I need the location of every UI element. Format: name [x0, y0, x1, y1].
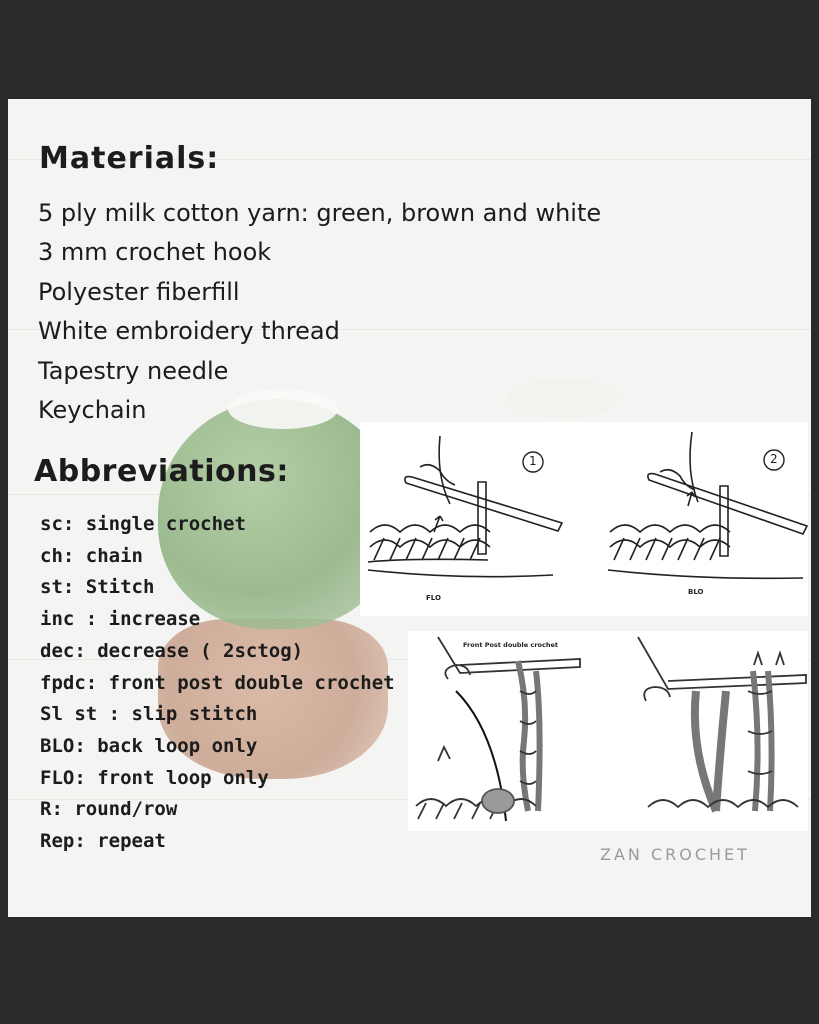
list-item: Keychain	[38, 396, 147, 425]
list-item: ch: chain	[40, 544, 143, 567]
crochet-hook-illustration	[638, 637, 806, 689]
list-item: st: Stitch	[40, 576, 155, 599]
list-item: BLO: back loop only	[40, 734, 258, 757]
abbreviations-heading: Abbreviations:	[34, 454, 289, 489]
list-item: R: round/row	[40, 798, 178, 821]
list-item: 5 ply milk cotton yarn: green, brown and white	[38, 199, 602, 227]
step-number: 1	[529, 454, 537, 468]
fpdc-illustration	[408, 631, 808, 831]
blo-label: BLO	[688, 588, 704, 596]
list-item: dec: decrease ( 2sctog)	[40, 639, 304, 662]
step-number: 2	[770, 452, 778, 466]
flo-label: FLO	[426, 594, 441, 602]
flo-blo-illustration	[360, 422, 808, 616]
list-item: FLO: front loop only	[40, 766, 269, 789]
list-item: White embroidery thread	[38, 317, 340, 346]
fpdc-label: Front Post double crochet	[463, 641, 558, 649]
list-item: 3 mm crochet hook	[38, 238, 272, 267]
fpdc-diagram	[408, 631, 808, 831]
crochet-hook-illustration	[405, 477, 562, 531]
list-item: Rep: repeat	[40, 830, 166, 853]
list-item: Polyester fiberfill	[38, 277, 240, 306]
list-item: sc: single crochet	[40, 513, 246, 535]
materials-heading: Materials:	[39, 141, 220, 176]
watermark: ZAN CROCHET	[600, 845, 750, 864]
pattern-card	[8, 99, 811, 917]
list-item: fpdc: front post double crochet	[40, 671, 395, 694]
list-item: Sl st : slip stitch	[40, 703, 258, 726]
list-item: Tapestry needle	[38, 356, 229, 385]
flo-blo-diagram	[360, 422, 808, 616]
materials-list	[38, 194, 601, 430]
abbreviations-list	[40, 509, 395, 858]
list-item: inc : increase	[40, 608, 201, 631]
